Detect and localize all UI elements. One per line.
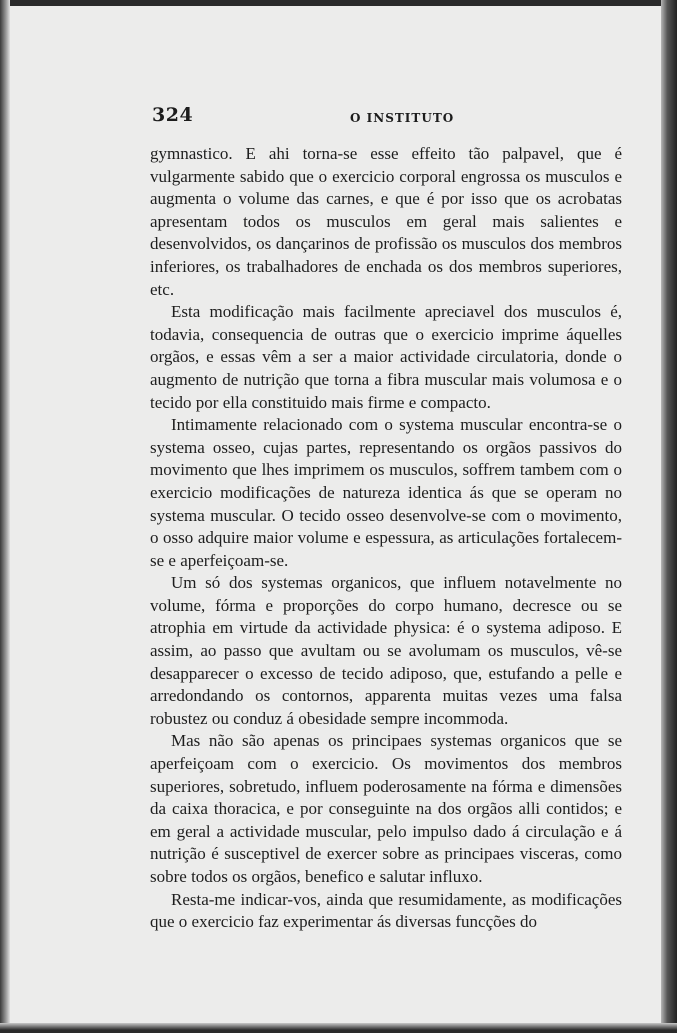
body-text [150,143,622,934]
paragraph: Mas não são apenas os principaes systemas organicos que se aperfeiçoam com o exercicio. Os movimentos dos membros superiores, sobretudo, influem poderosamente na fórma e dimensões da caixa thoracica, e por conseguinte na dos orgãos alli contidos; e em geral a actividade muscular, pelo impulso dado á circulação e á nutrição é susceptivel de exercer sobre as principaes visceras, como sobre todos os orgãos, benefico e salutar influxo. [150,731,622,886]
running-title: O INSTITUTO [350,111,455,125]
paragraph: Esta modificação mais facilmente apreciavel dos musculos é, todavia, consequencia de outras que o exercicio imprime áquelles orgãos, e essas vêm a ser a maior actividade circulatoria, donde o augmento de nutrição que torna a fibra muscular mais volumosa e o tecido por ella constituido mais firme e compacto. [150,302,622,412]
paragraph: Um só dos systemas organicos, que influem notavelmente no volume, fórma e proporções do corpo humano, decresce ou se atrophia em virtude da actividade physica: é o systema adiposo. E assim, ao passo que avultam ou se avolumam os musculos, vê-se desapparecer o excesso de tecido adiposo, que, estufando a pelle e arredondando os contornos, apparenta muitas vezes uma falsa robustez ou conduz á obesidade sempre incommoda. [150,573,622,728]
scan-edge-top [0,0,677,6]
page-number: 324 [152,104,194,126]
scan-edge-left [0,0,10,1033]
paragraph: Resta-me indicar-vos, ainda que resumidamente, as modificações que o exercicio faz experimentar ás diversas funcções do [150,889,622,932]
paragraph: gymnastico. E ahi torna-se esse effeito tão palpavel, que é vulgarmente sabido que o exercicio corporal engrossa os musculos e augmenta o volume das carnes, e que é por isso que os acrobatas apresentam todos os musculos em geral mais salientes e desenvolvidos, os dançarinos de profissão os musculos dos membros inferiores, os trabalhadores de enchada os dos membros superiores, etc. [150,144,622,299]
paragraph: Intimamente relacionado com o systema muscular encontra-se o systema osseo, cujas partes, representando os orgãos passivos do movimento que lhes imprimem os musculos, soffrem tambem com o exercicio modificações de natureza identica ás que se operam no systema muscular. O tecido osseo desenvolve-se com o movimento, o osso adquire maior volume e espessura, as articulações fortalecem-se e aperfeiçoam-se. [150,415,622,570]
page-header [152,104,625,130]
scan-edge-bottom [0,1023,677,1033]
scan-edge-right [661,0,677,1033]
